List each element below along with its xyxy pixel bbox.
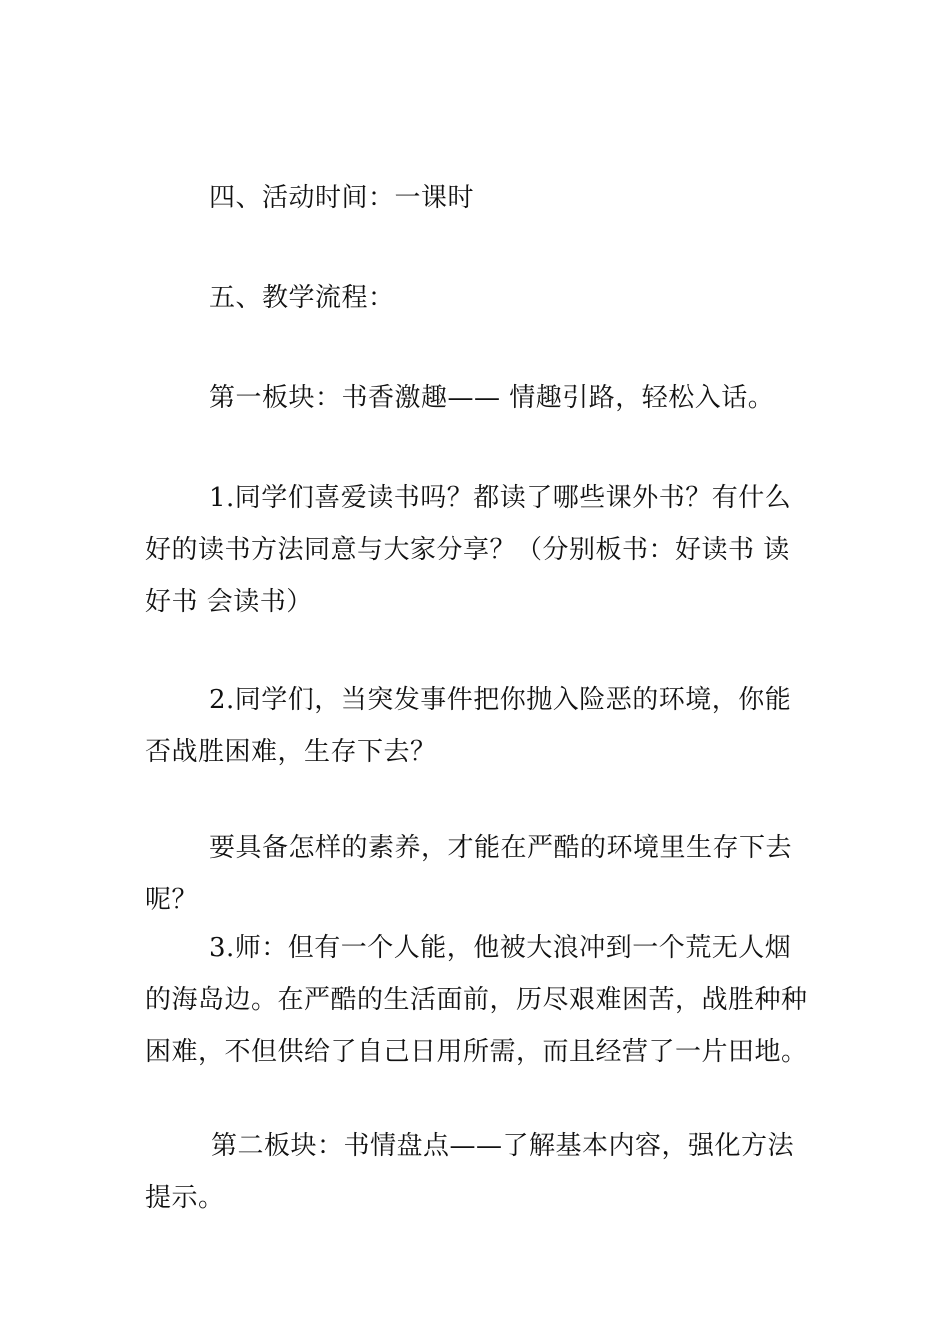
- step-three-paragraph: 3.师：但有一个人能，他被大浪冲到一个荒无人烟的海岛边。在严酷的生活面前，历尽艰难困苦，战胜种种困难，不但供给了自己日用所需，而且经营了一片田地。: [145, 933, 808, 1067]
- question-paragraph: 要具备怎样的素养，才能在严酷的环境里生存下去呢？: [145, 833, 793, 915]
- section-teaching-process: 五、教学流程：: [209, 283, 395, 313]
- block-one-heading: 第一板块：书香激趣—— 情趣引路，轻松入话。: [209, 383, 775, 413]
- step-one-paragraph: 1.同学们喜爱读书吗？都读了哪些课外书？有什么好的读书方法同意与大家分享？（分别板书：好读书 读好书 会读书）: [145, 483, 792, 617]
- section-activity-time: 四、活动时间：一课时: [209, 183, 475, 213]
- step-two-paragraph: 2.同学们，当突发事件把你抛入险恶的环境，你能否战胜困难，生存下去？: [145, 685, 792, 767]
- block-two-heading: 第二板块：书情盘点——了解基本内容，强化方法提示。: [145, 1131, 795, 1213]
